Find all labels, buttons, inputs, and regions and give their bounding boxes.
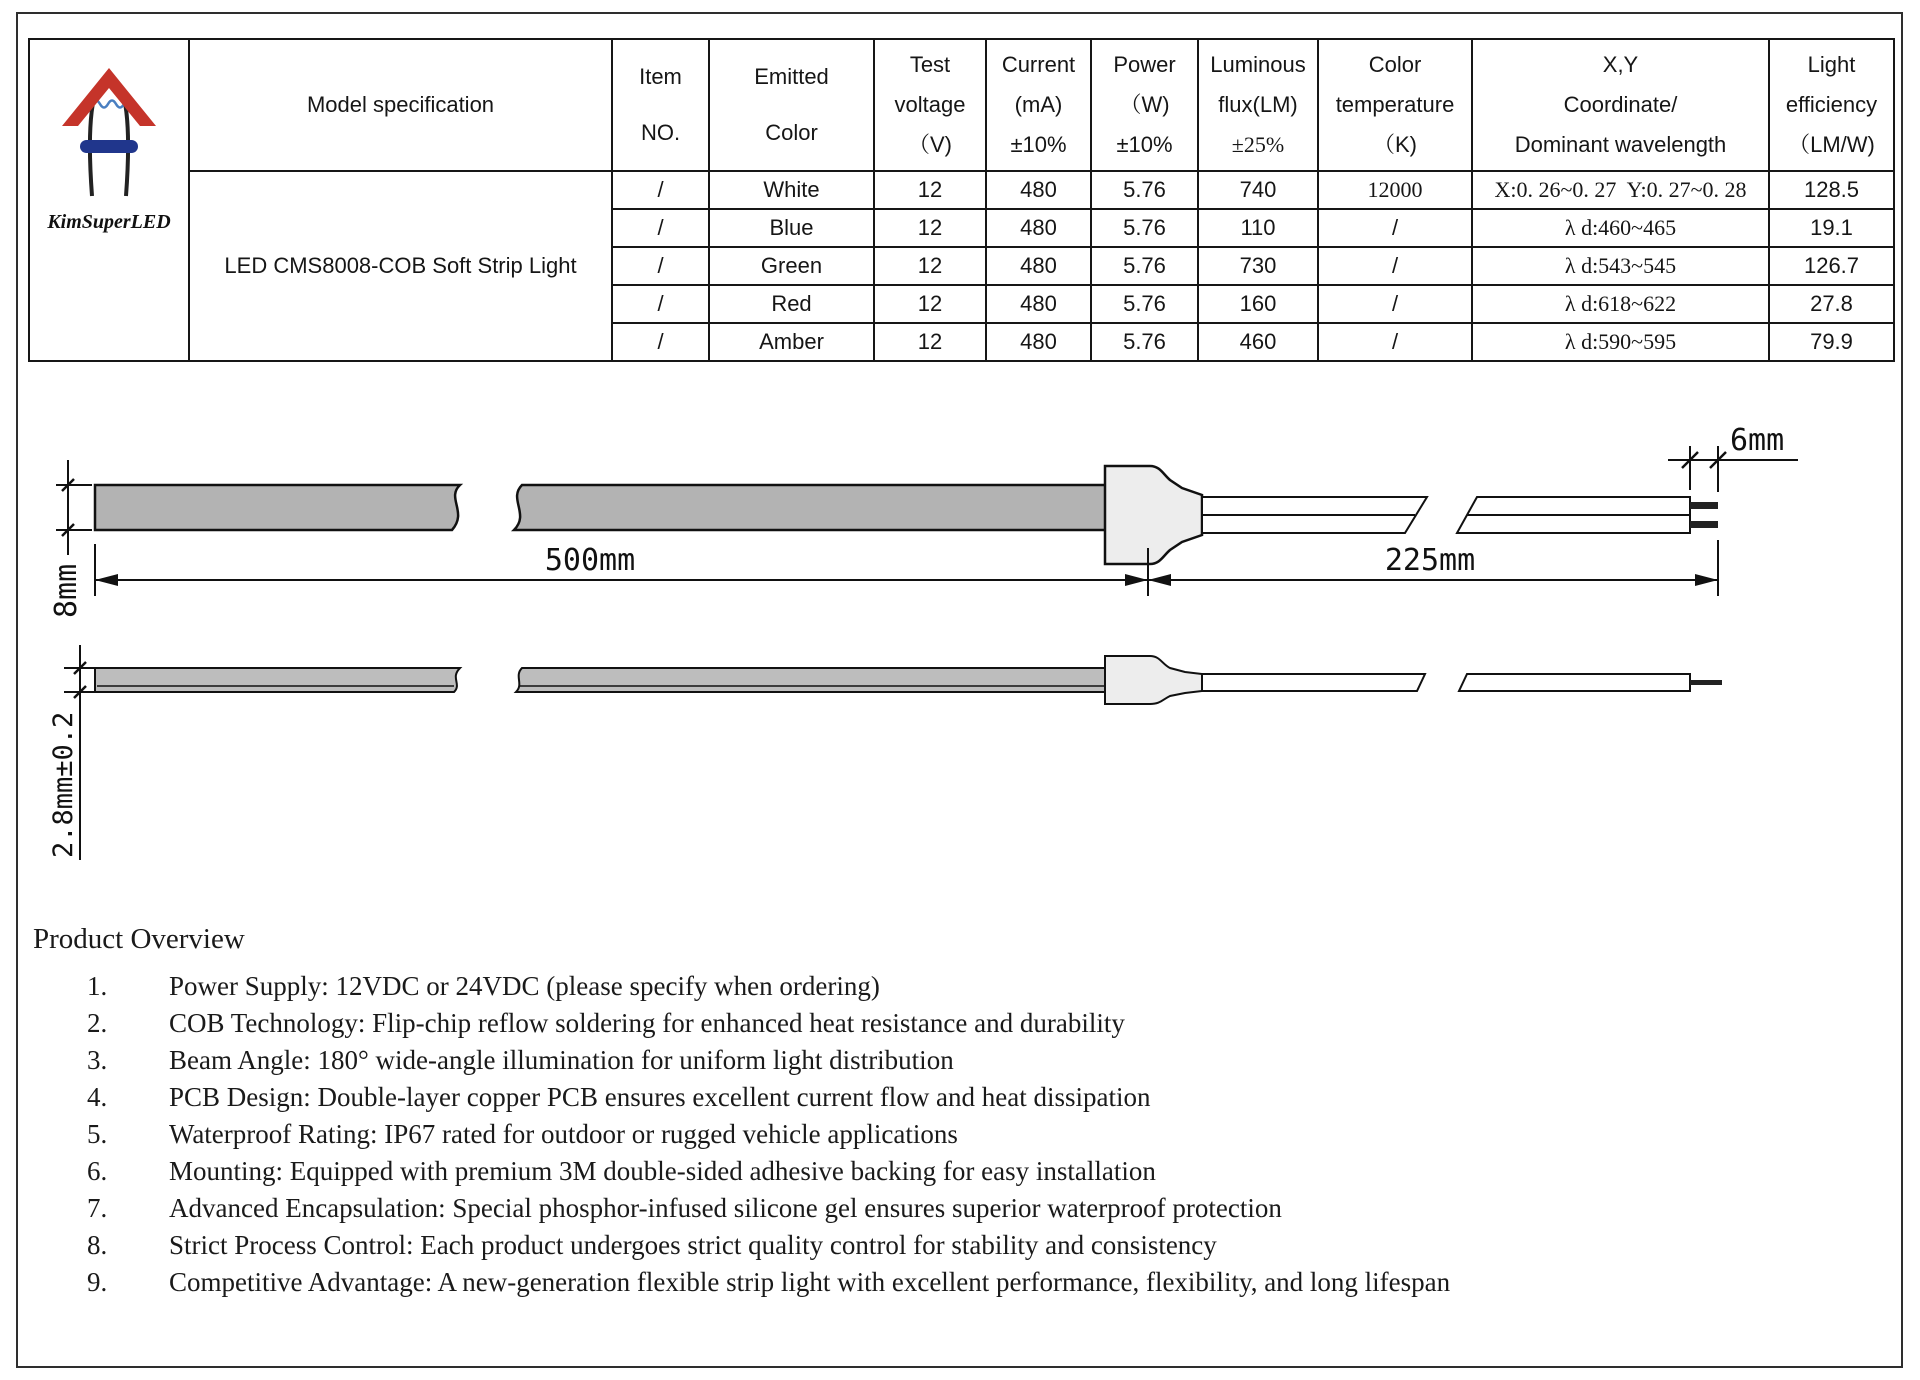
header-xy-coordinate: X,Y Coordinate/ Dominant wavelength (1472, 39, 1769, 171)
table-row: / Red 12 480 5.76 160 / λ d:618~622 27.8 (29, 285, 1894, 323)
overview-list (33, 968, 1873, 1301)
connector-top (1105, 466, 1202, 564)
dimension-2.8mm (48, 645, 94, 860)
header-light-efficiency: Light efficiency （LM/W) (1769, 39, 1894, 171)
strip-side-view (95, 656, 1722, 704)
dim-label-8mm: 8mm (49, 563, 84, 618)
list-item: 4. PCB Design: Double-layer copper PCB ensures excellent current flow and heat dissipation (87, 1082, 1151, 1112)
logo-cell (29, 39, 189, 361)
model-value: LED CMS8008-COB Soft Strip Light (189, 171, 612, 361)
list-item: 1. Power Supply: 12VDC or 24VDC (please specify when ordering) (87, 971, 880, 1001)
header-luminous-flux: Luminous flux(LM) ±25% (1198, 39, 1318, 171)
table-row: / Green 12 480 5.76 730 / λ d:543~545 126.7 (29, 247, 1894, 285)
brand-name: KimSuperLED (47, 211, 171, 233)
technical-drawing (30, 400, 1890, 860)
dim-label-225mm: 225mm (1384, 543, 1476, 578)
dimension-8mm (49, 460, 92, 618)
list-item: 9. Competitive Advantage: A new-generation flexible strip light with excellent performance, flexibility, and long lifespan (87, 1267, 1451, 1297)
header-emitted-color: Emitted Color (709, 39, 874, 171)
list-item: 8. Strict Process Control: Each product undergoes strict quality control for stability and consistency (87, 1230, 1217, 1260)
dimension-6mm (1668, 423, 1798, 492)
product-overview-section (33, 922, 1873, 1301)
wire-prong (1690, 521, 1718, 528)
connector-side (1105, 656, 1202, 704)
dim-label-6mm: 6mm (1730, 423, 1785, 458)
brand-logo-icon (54, 54, 164, 204)
header-color-temperature: Color temperature （K) (1318, 39, 1472, 171)
list-item: 6. Mounting: Equipped with premium 3M double-sided adhesive backing for easy installation (87, 1156, 1156, 1186)
header-current: Current (mA) ±10% (986, 39, 1091, 171)
table-row: / Amber 12 480 5.76 460 / λ d:590~595 79.9 (29, 323, 1894, 361)
list-item: 7. Advanced Encapsulation: Special phosphor-infused silicone gel ensures superior waterproof protection (87, 1193, 1282, 1223)
list-item: 2. COB Technology: Flip-chip reflow soldering for enhanced heat resistance and durability (87, 1008, 1125, 1038)
dimension-500mm-225mm (95, 540, 1718, 596)
spec-table (28, 38, 1895, 362)
overview-title: Product Overview (33, 923, 245, 955)
wire-side (1202, 674, 1425, 691)
table-row: / Blue 12 480 5.76 110 / λ d:460~465 19.1 (29, 209, 1894, 247)
header-model-spec: Model specification (189, 39, 612, 171)
dim-label-2.8mm: 2.8mm±0.2 (48, 711, 79, 858)
list-item: 3. Beam Angle: 180° wide-angle illumination for uniform light distribution (87, 1045, 954, 1075)
wire-prong (1690, 502, 1718, 509)
wire-side (1459, 674, 1690, 691)
header-power: Power （W) ±10% (1091, 39, 1198, 171)
header-test-voltage: Test voltage （V) (874, 39, 986, 171)
list-item: 5. Waterproof Rating: IP67 rated for outdoor or rugged vehicle applications (87, 1119, 958, 1149)
table-row: LED CMS8008-COB Soft Strip Light / White 12 480 5.76 740 12000 X:0. 26~0. 27 Y:0. 27~0. 28 128.5 (29, 171, 1894, 209)
wire-prong (1690, 680, 1722, 685)
dim-label-500mm: 500mm (544, 543, 636, 578)
header-item-no: Item NO. (612, 39, 709, 171)
